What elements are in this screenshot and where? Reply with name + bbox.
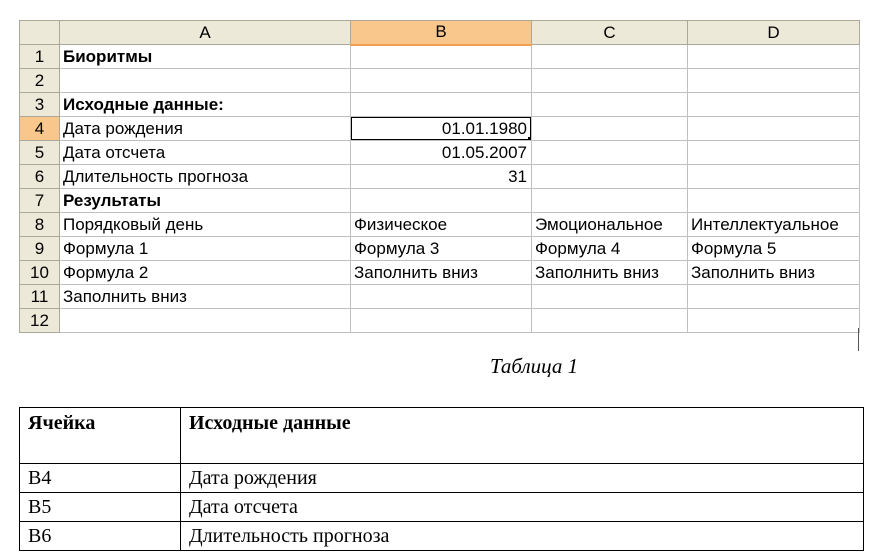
- cell-a11[interactable]: Заполнить вниз: [60, 285, 351, 309]
- cell-b9[interactable]: Формула 3: [351, 237, 532, 261]
- cell-c3[interactable]: [532, 93, 688, 117]
- header-input-data: Исходные данные: [181, 408, 864, 464]
- select-all-corner[interactable]: [20, 21, 60, 45]
- cell-c2[interactable]: [532, 69, 688, 93]
- row-header[interactable]: 6: [20, 165, 60, 189]
- sheet-row: [20, 213, 860, 237]
- cell-ref: B6: [20, 522, 181, 551]
- table-caption: Таблица 1: [490, 354, 579, 378]
- cell-d9[interactable]: Формула 5: [688, 237, 860, 261]
- cell-b7[interactable]: [351, 189, 532, 213]
- cell-a10[interactable]: Формула 2: [60, 261, 351, 285]
- cell-b10[interactable]: Заполнить вниз: [351, 261, 532, 285]
- cell-b12[interactable]: [351, 309, 532, 333]
- cell-ref: B4: [20, 464, 181, 493]
- table-row: [20, 522, 864, 551]
- cell-b5[interactable]: 01.05.2007: [351, 141, 532, 165]
- cell-b1[interactable]: [351, 45, 532, 69]
- cell-c5[interactable]: [532, 141, 688, 165]
- cell-d8[interactable]: Интеллектуальное: [688, 213, 860, 237]
- cell-d10[interactable]: Заполнить вниз: [688, 261, 860, 285]
- column-header-c[interactable]: C: [532, 21, 688, 45]
- cell-a4[interactable]: Дата рождения: [60, 117, 351, 141]
- cell-c9[interactable]: Формула 4: [532, 237, 688, 261]
- column-header-b[interactable]: B: [351, 21, 532, 45]
- cell-d4[interactable]: [688, 117, 860, 141]
- cell-b3[interactable]: [351, 93, 532, 117]
- sheet-row: [20, 93, 860, 117]
- cell-description: Длительность прогноза: [181, 522, 864, 551]
- cell-c11[interactable]: [532, 285, 688, 309]
- cell-c4[interactable]: [532, 117, 688, 141]
- cell-a8[interactable]: Порядковый день: [60, 213, 351, 237]
- spreadsheet-grid: [19, 20, 860, 333]
- sheet-row: [20, 309, 860, 333]
- sheet-row: [20, 69, 860, 93]
- cell-c8[interactable]: Эмоциональное: [532, 213, 688, 237]
- cell-a2[interactable]: [60, 69, 351, 93]
- column-header-a[interactable]: A: [60, 21, 351, 45]
- cell-description: Дата рождения: [181, 464, 864, 493]
- cell-b11[interactable]: [351, 285, 532, 309]
- cells-table-header-row: [20, 408, 864, 464]
- sheet-row: [20, 285, 860, 309]
- cell-b6[interactable]: 31: [351, 165, 532, 189]
- cell-c6[interactable]: [532, 165, 688, 189]
- row-header[interactable]: 4: [20, 117, 60, 141]
- row-header[interactable]: 7: [20, 189, 60, 213]
- cell-a5[interactable]: Дата отсчета: [60, 141, 351, 165]
- cell-c10[interactable]: Заполнить вниз: [532, 261, 688, 285]
- row-header[interactable]: 2: [20, 69, 60, 93]
- cell-ref: B5: [20, 493, 181, 522]
- cell-d3[interactable]: [688, 93, 860, 117]
- table-row: [20, 464, 864, 493]
- cell-a7[interactable]: Результаты: [60, 189, 351, 213]
- sheet-row: [20, 45, 860, 69]
- sheet-row: [20, 261, 860, 285]
- cell-a12[interactable]: [60, 309, 351, 333]
- cell-d5[interactable]: [688, 141, 860, 165]
- row-header[interactable]: 1: [20, 45, 60, 69]
- row-header[interactable]: 12: [20, 309, 60, 333]
- cell-d7[interactable]: [688, 189, 860, 213]
- row-header[interactable]: 10: [20, 261, 60, 285]
- sheet-row: [20, 141, 860, 165]
- cell-b8[interactable]: Физическое: [351, 213, 532, 237]
- sheet-row: [20, 189, 860, 213]
- cell-d12[interactable]: [688, 309, 860, 333]
- cell-a3[interactable]: Исходные данные:: [60, 93, 351, 117]
- header-cell-name: Ячейка: [20, 408, 181, 464]
- sheet-row: [20, 237, 860, 261]
- cell-a1[interactable]: Биоритмы: [60, 45, 351, 69]
- column-header-d[interactable]: D: [688, 21, 860, 45]
- sheet-row: [20, 117, 860, 141]
- cell-c1[interactable]: [532, 45, 688, 69]
- cell-c12[interactable]: [532, 309, 688, 333]
- table-row: [20, 493, 864, 522]
- cell-c7[interactable]: [532, 189, 688, 213]
- cell-b4-selected[interactable]: [351, 117, 532, 141]
- cell-description: Дата отсчета: [181, 493, 864, 522]
- cell-d11[interactable]: [688, 285, 860, 309]
- column-header-row: [20, 21, 860, 45]
- sheet-row: [20, 165, 860, 189]
- cells-table: [19, 407, 864, 551]
- row-header[interactable]: 11: [20, 285, 60, 309]
- cell-a9[interactable]: Формула 1: [60, 237, 351, 261]
- row-header[interactable]: 9: [20, 237, 60, 261]
- cell-d2[interactable]: [688, 69, 860, 93]
- row-header[interactable]: 3: [20, 93, 60, 117]
- fill-handle[interactable]: [528, 137, 532, 141]
- cell-d6[interactable]: [688, 165, 860, 189]
- row-header[interactable]: 8: [20, 213, 60, 237]
- row-header[interactable]: 5: [20, 141, 60, 165]
- sheet-edge-divider: [858, 328, 859, 351]
- cell-b2[interactable]: [351, 69, 532, 93]
- cell-b4-value: 01.01.1980: [441, 118, 527, 138]
- cell-d1[interactable]: [688, 45, 860, 69]
- cell-a6[interactable]: Длительность прогноза: [60, 165, 351, 189]
